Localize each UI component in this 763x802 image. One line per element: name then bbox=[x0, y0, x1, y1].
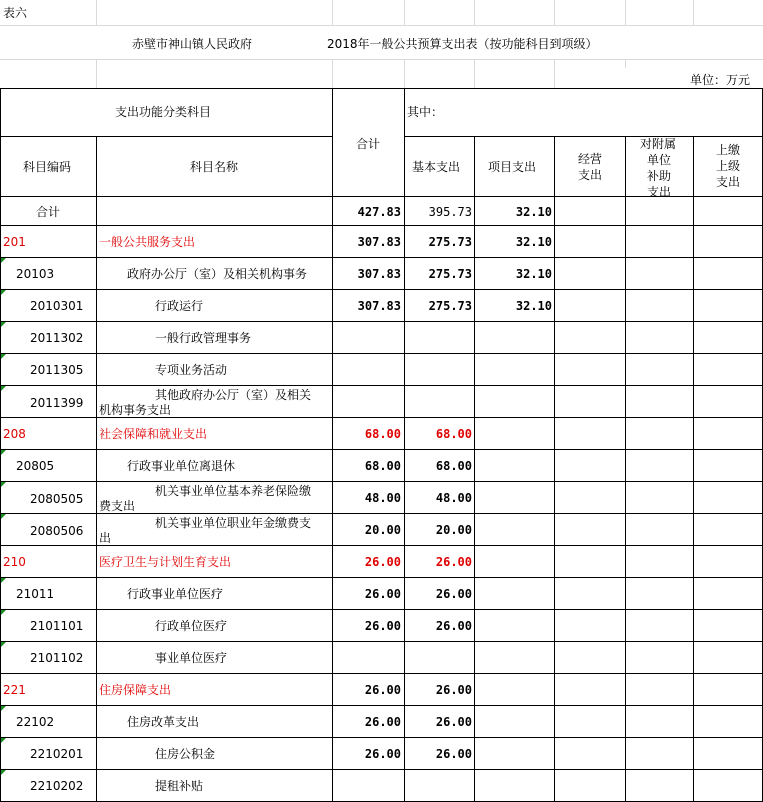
cell-total: 26.00 bbox=[364, 555, 401, 569]
row-name: 一般公共服务支出 bbox=[99, 235, 196, 249]
table-border bbox=[332, 88, 333, 802]
row-code: 210 bbox=[3, 555, 26, 569]
cell-basic: 68.00 bbox=[435, 427, 472, 441]
row-code: 2011305 bbox=[30, 363, 84, 377]
gridline bbox=[332, 60, 333, 88]
header-total: 合计 bbox=[356, 137, 381, 151]
header-subsidy: 对附属 bbox=[640, 137, 677, 151]
cell-marker-icon bbox=[1, 450, 6, 455]
table-border bbox=[0, 353, 763, 354]
header-code: 科目编码 bbox=[23, 160, 72, 174]
row-name: 行政单位医疗 bbox=[155, 619, 228, 633]
row-name: 住房公积金 bbox=[155, 747, 216, 761]
row-code: 221 bbox=[3, 683, 26, 697]
cell-marker-icon bbox=[1, 738, 6, 743]
table-border bbox=[0, 545, 763, 546]
table-border bbox=[0, 449, 763, 450]
gridline bbox=[625, 60, 626, 68]
cell-basic: 26.00 bbox=[435, 619, 472, 633]
table-border bbox=[0, 577, 763, 578]
header-upper: 上缴 bbox=[716, 143, 741, 157]
row-name: 社会保障和就业支出 bbox=[99, 427, 208, 441]
header-upper: 上级 bbox=[716, 159, 741, 173]
row-name: 住房改革支出 bbox=[127, 715, 200, 729]
row-name: 医疗卫生与计划生育支出 bbox=[99, 555, 232, 569]
row-name: 政府办公厅（室）及相关机构事务 bbox=[127, 267, 308, 281]
table-border bbox=[0, 481, 763, 482]
table-border bbox=[0, 289, 763, 290]
cell-total: 307.83 bbox=[357, 299, 401, 313]
cell-basic: 275.73 bbox=[428, 299, 472, 313]
table-border bbox=[0, 257, 763, 258]
cell-total: 307.83 bbox=[357, 235, 401, 249]
row-code: 2080506 bbox=[30, 524, 84, 538]
row-name: 行政事业单位医疗 bbox=[127, 587, 224, 601]
cell-marker-icon bbox=[1, 354, 6, 359]
row-name: 出 bbox=[99, 531, 112, 545]
header-subsidy: 补助 bbox=[647, 169, 672, 183]
gridline bbox=[693, 0, 694, 25]
table-border bbox=[0, 513, 763, 514]
cell-basic: 275.73 bbox=[428, 267, 472, 281]
gridline bbox=[332, 0, 333, 25]
row-code: 2101101 bbox=[30, 619, 84, 633]
cell-basic: 26.00 bbox=[435, 747, 472, 761]
header-basic: 基本支出 bbox=[412, 160, 461, 174]
header-operating: 支出 bbox=[578, 168, 603, 182]
gridline bbox=[474, 60, 475, 88]
row-code: 201 bbox=[3, 235, 26, 249]
header-subsidy: 单位 bbox=[647, 153, 672, 167]
cell-total: 427.83 bbox=[357, 205, 401, 219]
cell-marker-icon bbox=[1, 770, 6, 775]
header-upper: 支出 bbox=[716, 175, 741, 189]
cell-total: 307.83 bbox=[357, 267, 401, 281]
row-code: 2010301 bbox=[30, 299, 84, 313]
table-border bbox=[0, 196, 763, 197]
row-name: 专项业务活动 bbox=[155, 363, 228, 377]
table-border bbox=[0, 641, 763, 642]
table-border bbox=[404, 88, 405, 802]
cell-project: 32.10 bbox=[515, 205, 552, 219]
row-name: 机构事务支出 bbox=[99, 403, 172, 417]
gridline bbox=[96, 0, 97, 25]
header-of-which: 其中： bbox=[407, 105, 444, 119]
cell-project: 32.10 bbox=[515, 235, 552, 249]
row-name: 其他政府办公厅（室）及相关 bbox=[155, 388, 312, 402]
cell-total: 26.00 bbox=[364, 747, 401, 761]
row-code: 2011399 bbox=[30, 396, 84, 410]
cell-marker-icon bbox=[1, 386, 6, 391]
row-code: 2101102 bbox=[30, 651, 84, 665]
organization-name: 赤壁市神山镇人民政府 bbox=[132, 37, 253, 51]
row-name: 事业单位医疗 bbox=[155, 651, 228, 665]
table-border bbox=[0, 225, 763, 226]
table-border bbox=[404, 136, 763, 137]
row-code: 2011302 bbox=[30, 331, 84, 345]
cell-project: 32.10 bbox=[515, 299, 552, 313]
row-name: 行政运行 bbox=[155, 299, 204, 313]
cell-basic: 26.00 bbox=[435, 555, 472, 569]
header-category: 支出功能分类科目 bbox=[115, 105, 212, 119]
table-border bbox=[0, 673, 763, 674]
table-border bbox=[96, 136, 97, 802]
cell-marker-icon bbox=[1, 322, 6, 327]
header-name: 科目名称 bbox=[190, 160, 239, 174]
row-code: 2210201 bbox=[30, 747, 84, 761]
header-project: 项目支出 bbox=[488, 160, 537, 174]
gridline bbox=[404, 60, 405, 88]
unit-label: 单位：万元 bbox=[690, 73, 751, 87]
cell-total: 26.00 bbox=[364, 715, 401, 729]
cell-basic: 26.00 bbox=[435, 683, 472, 697]
row-code: 20805 bbox=[16, 459, 55, 473]
cell-marker-icon bbox=[1, 482, 6, 487]
table-border bbox=[0, 417, 763, 418]
header-operating: 经营 bbox=[578, 152, 603, 166]
cell-marker-icon bbox=[1, 706, 6, 711]
row-name: 行政事业单位离退休 bbox=[127, 459, 236, 473]
gridline bbox=[0, 59, 763, 60]
row-name: 费支出 bbox=[99, 499, 136, 513]
table-border bbox=[0, 705, 763, 706]
row-code: 208 bbox=[3, 427, 26, 441]
table-title: 2018年一般公共预算支出表（按功能科目到项级） bbox=[327, 37, 598, 51]
row-code: 2210202 bbox=[30, 779, 84, 793]
gridline bbox=[96, 60, 97, 88]
cell-marker-icon bbox=[1, 290, 6, 295]
table-border bbox=[0, 609, 763, 610]
table-border bbox=[0, 88, 763, 89]
row-code: 2080505 bbox=[30, 492, 84, 506]
sheet-label: 表六 bbox=[3, 6, 28, 20]
row-code: 20103 bbox=[16, 267, 55, 281]
row-code: 22102 bbox=[16, 715, 55, 729]
cell-total: 20.00 bbox=[364, 523, 401, 537]
row-name: 提租补贴 bbox=[155, 779, 204, 793]
cell-total: 26.00 bbox=[364, 683, 401, 697]
cell-basic: 26.00 bbox=[435, 587, 472, 601]
table-border bbox=[693, 136, 694, 802]
table-border bbox=[625, 136, 626, 802]
header-subsidy: 支出 bbox=[647, 185, 672, 196]
cell-basic: 275.73 bbox=[428, 235, 472, 249]
cell-project: 32.10 bbox=[515, 267, 552, 281]
cell-total: 68.00 bbox=[364, 427, 401, 441]
cell-basic: 395.73 bbox=[428, 205, 472, 219]
gridline bbox=[625, 0, 626, 25]
cell-total: 68.00 bbox=[364, 459, 401, 473]
row-code: 合计 bbox=[36, 205, 61, 219]
gridline bbox=[554, 60, 555, 88]
cell-marker-icon bbox=[1, 578, 6, 583]
row-name: 机关事业单位基本养老保险缴 bbox=[155, 484, 312, 498]
cell-basic: 68.00 bbox=[435, 459, 472, 473]
table-border bbox=[0, 769, 763, 770]
table-border bbox=[0, 321, 763, 322]
cell-basic: 48.00 bbox=[435, 491, 472, 505]
gridline bbox=[474, 0, 475, 25]
gridline bbox=[0, 25, 763, 26]
cell-marker-icon bbox=[1, 610, 6, 615]
table-border bbox=[0, 136, 332, 137]
cell-total: 26.00 bbox=[364, 619, 401, 633]
cell-marker-icon bbox=[1, 642, 6, 647]
cell-total: 48.00 bbox=[364, 491, 401, 505]
table-border bbox=[474, 136, 475, 802]
cell-basic: 26.00 bbox=[435, 715, 472, 729]
row-name: 机关事业单位职业年金缴费支 bbox=[155, 516, 312, 530]
table-border bbox=[554, 136, 555, 802]
cell-marker-icon bbox=[1, 514, 6, 519]
gridline bbox=[404, 0, 405, 25]
row-code: 21011 bbox=[16, 587, 55, 601]
cell-basic: 20.00 bbox=[435, 523, 472, 537]
row-name: 住房保障支出 bbox=[99, 683, 172, 697]
table-border bbox=[0, 737, 763, 738]
gridline bbox=[554, 0, 555, 25]
cell-total: 26.00 bbox=[364, 587, 401, 601]
row-name: 一般行政管理事务 bbox=[155, 331, 252, 345]
table-border bbox=[0, 385, 763, 386]
table-border bbox=[0, 88, 1, 802]
cell-marker-icon bbox=[1, 258, 6, 263]
